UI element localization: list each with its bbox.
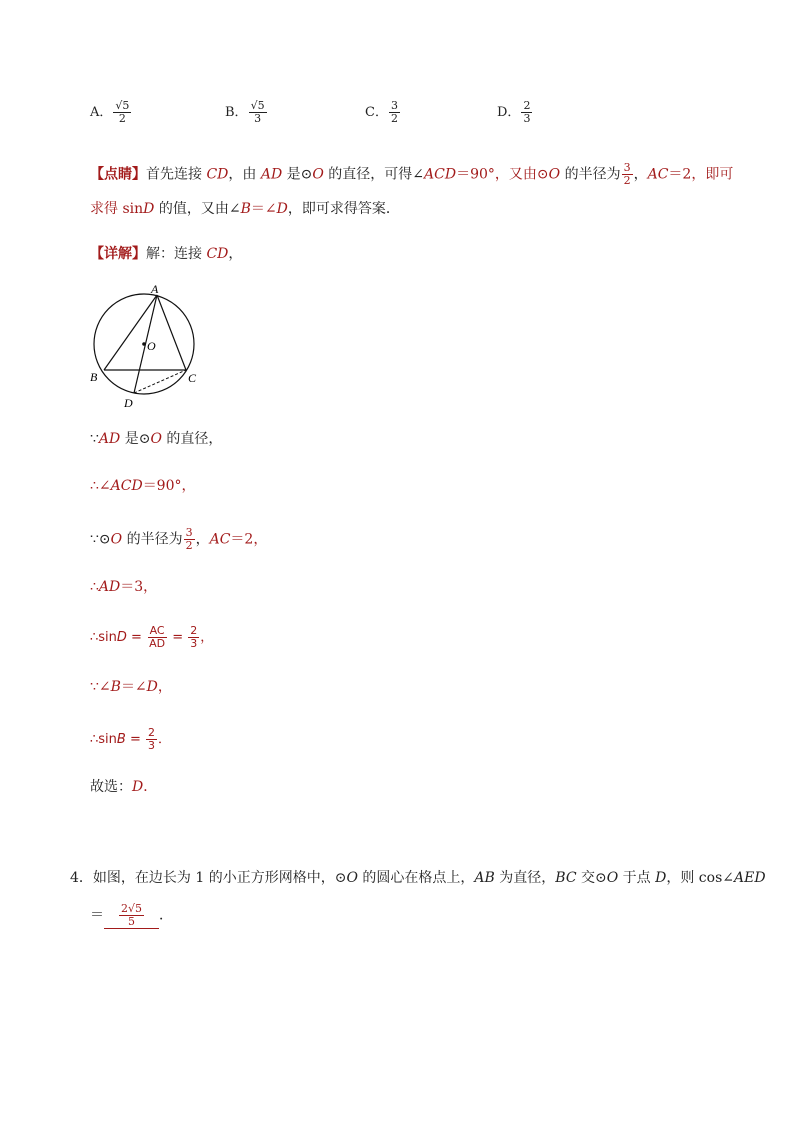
question-number: 4． [70, 870, 93, 886]
circle-geometry-figure [84, 280, 214, 412]
option-fraction: $\frac{√5}{2}$ [115, 99, 130, 125]
question-4-line-1: 4．如图，在边长为 1 的小正方形网格中，⊙O 的圆心在格点上，AB 为直径，BC 交⊙O 于点 D，则 cos∠AED [70, 870, 766, 886]
option-a [90, 100, 132, 125]
xiangjie-tag: 【详解】 [90, 246, 146, 262]
option-fraction: $\frac{3}{2}$ [390, 99, 398, 125]
ac-over-ad-fraction: $\frac{AC}{AD}$ [149, 624, 166, 650]
question-4-line-2: ＝ $\frac{2√5}{5}$ ． [90, 902, 174, 928]
option-fraction: $\frac{2}{3}$ [523, 99, 531, 125]
answer-fraction: $\frac{2√5}{5}$ [121, 902, 143, 928]
option-letter: A． [90, 105, 113, 120]
step-6: ∵∠B＝∠D， [90, 679, 172, 695]
step-3: ∵⊙O 的半径为 $\frac{3}{2}$ ，AC＝2， [90, 526, 268, 552]
option-letter: C． [365, 105, 388, 120]
step-8: 故选：D． [90, 779, 158, 795]
option-d [497, 100, 533, 125]
dianjing-tag: 【点睛】 [90, 166, 146, 183]
step-5: ∴sinD = $\frac{AC}{AD}$ = $\frac{2}{3}$ ， [90, 624, 214, 650]
step-1: ∵AD 是⊙O 的直径， [90, 431, 223, 447]
label-a: A [151, 282, 159, 296]
radius-fraction: $\frac{3}{2}$ [185, 526, 193, 552]
segment-cd-dashed [134, 370, 186, 393]
radius-fraction: $\frac{3}{2}$ [623, 161, 631, 187]
label-b: B [90, 370, 98, 384]
step-2: ∴∠ACD＝90°， [90, 478, 196, 494]
option-letter: D． [497, 105, 521, 120]
option-letter: B． [225, 105, 248, 120]
segment-ac [157, 295, 186, 370]
dianjing-line-1: 【点睛】首先连接 CD，由 AD 是⊙O 的直径，可得∠ACD＝90°，又由⊙O 的半径为 $\frac{3}{2}$ ，AC＝2，即可 [90, 161, 734, 187]
step-7: ∴sinB = $\frac{2}{3}$ ． [90, 726, 172, 752]
center-point-o [142, 342, 146, 346]
two-thirds-fraction: $\frac{2}{3}$ [148, 726, 155, 752]
step-4: ∴AD＝3， [90, 579, 158, 595]
option-c [365, 100, 401, 125]
option-fraction: $\frac{√5}{3}$ [250, 99, 265, 125]
label-d: D [124, 396, 133, 410]
dianjing-line-2: 求得 sinD 的值，又由∠B＝∠D，即可求得答案． [90, 201, 400, 217]
xiangjie-line: 【详解】解：连接 CD， [90, 246, 243, 262]
answer-blank [104, 903, 159, 929]
label-c: C [188, 371, 197, 385]
label-o: O [147, 339, 156, 353]
option-b [225, 100, 268, 125]
two-thirds-fraction: $\frac{2}{3}$ [190, 624, 198, 650]
